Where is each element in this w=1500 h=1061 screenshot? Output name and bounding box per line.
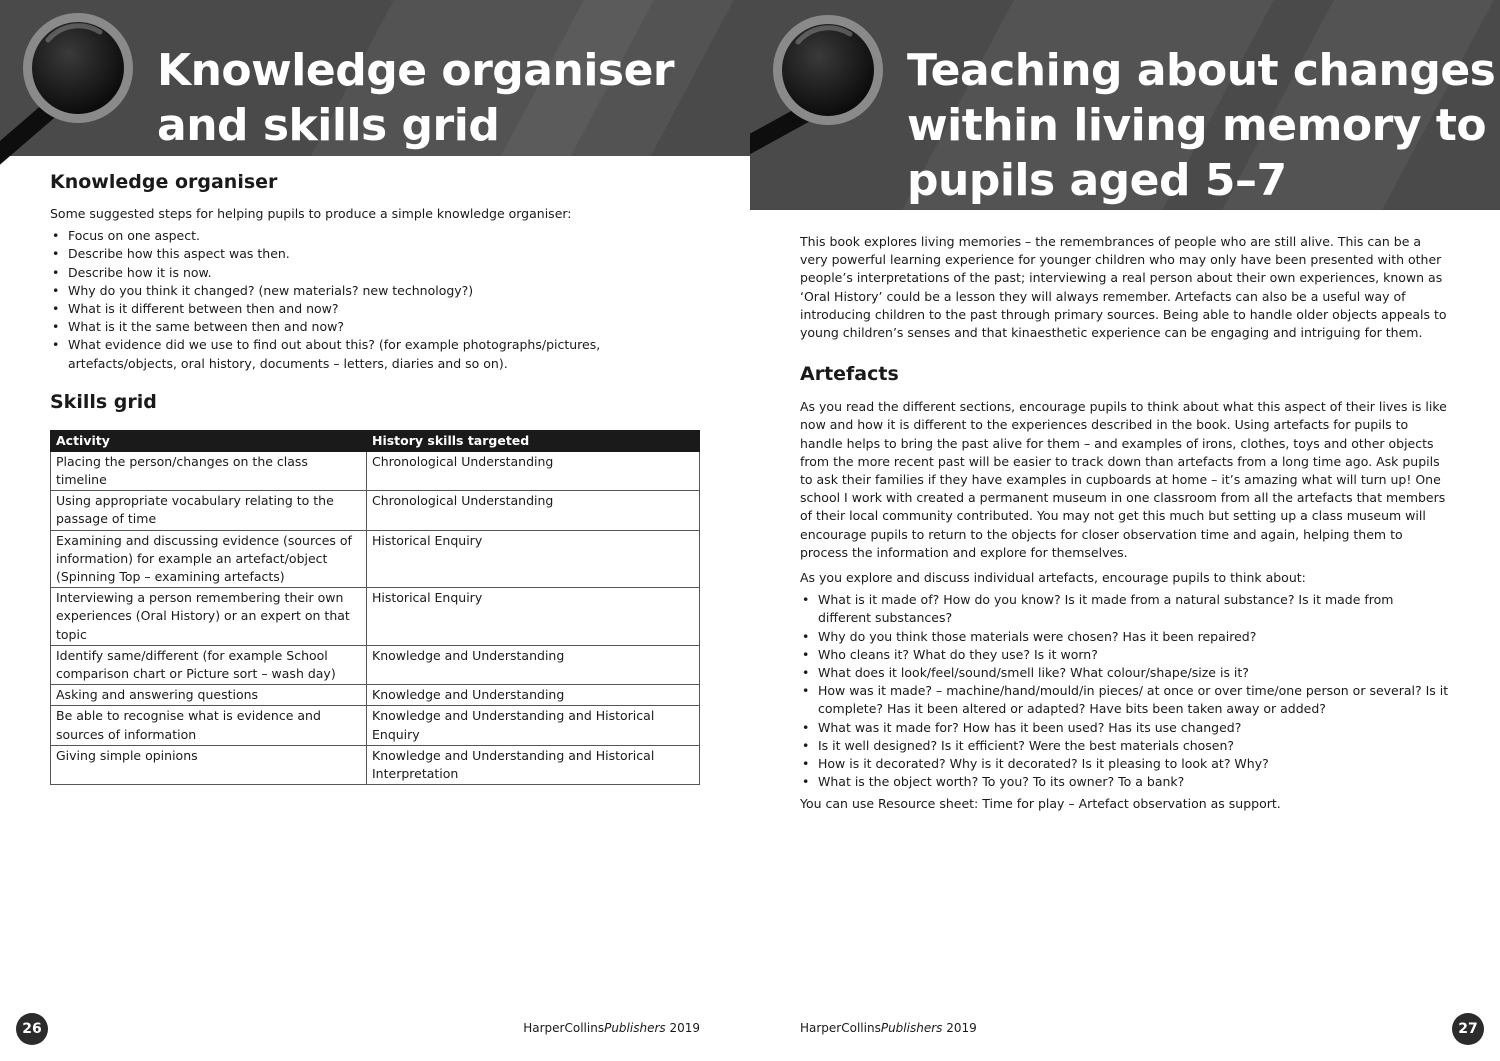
list-item: • What is it different between then and now? bbox=[50, 300, 700, 318]
publisher-imprint: Publishers bbox=[880, 1021, 943, 1035]
publication-year: 2019 bbox=[942, 1021, 977, 1035]
skill-cell: Knowledge and Understanding and Historical Enquiry bbox=[367, 706, 700, 745]
activity-cell: Giving simple opinions bbox=[51, 745, 367, 784]
table-row bbox=[51, 706, 700, 745]
activity-cell: Asking and answering questions bbox=[51, 685, 367, 706]
page-number-badge: 27 bbox=[1452, 1013, 1484, 1045]
table-row bbox=[51, 745, 700, 784]
footer-credit bbox=[523, 1020, 700, 1036]
publisher-name: HarperCollins bbox=[800, 1021, 881, 1035]
list-item: • What is the object worth? To you? To its owner? To a bank? bbox=[800, 773, 1450, 791]
table-row bbox=[51, 588, 700, 646]
activity-cell: Be able to recognise what is evidence and sources of information bbox=[51, 706, 367, 745]
footer-credit bbox=[800, 1020, 977, 1036]
activity-cell: Placing the person/changes on the class timeline bbox=[51, 451, 367, 490]
magnifying-glass-icon bbox=[750, 12, 890, 182]
list-item: • How was it made? – machine/hand/mould/in pieces/ at once or over time/one person or several? Is it complete? Has it been altered or adapted? Have bits been taken away or added? bbox=[800, 682, 1450, 718]
left-content bbox=[50, 168, 700, 785]
skill-cell: Chronological Understanding bbox=[367, 451, 700, 490]
skill-cell: Knowledge and Understanding bbox=[367, 645, 700, 684]
intro-paragraph: This book explores living memories – the remembrances of people who are still alive. This can be a very powerful learning experience for younger children who may only have been presented with other people’s interpretations of the past; interviewing a real person about their own experiences, known as ‘Oral History’ could be a lesson they will always remember. Artefacts can also be a useful way of introducing children to the past through primary sources. Being able to handle older objects appeals to young children’s senses and that kinaesthetic experience can be engaging and intriguing for them. bbox=[800, 234, 1447, 341]
publisher-imprint: Publishers bbox=[604, 1021, 666, 1035]
column-header-skills: History skills targeted bbox=[367, 430, 700, 451]
publisher-name: HarperCollins bbox=[523, 1021, 605, 1035]
skills-grid-heading: Skills grid bbox=[50, 390, 157, 413]
page-number-badge: 26 bbox=[16, 1013, 48, 1045]
list-item: • Why do you think it changed? (new materials? new technology?) bbox=[50, 282, 700, 300]
skill-cell: Historical Enquiry bbox=[367, 588, 700, 646]
skills-grid-table bbox=[50, 430, 700, 785]
table-row bbox=[51, 451, 700, 490]
table-row bbox=[51, 645, 700, 684]
artefacts-heading: Artefacts bbox=[800, 363, 899, 386]
knowledge-organiser-intro: Some suggested steps for helping pupils to produce a simple knowledge organiser: bbox=[50, 206, 572, 221]
column-header-activity: Activity bbox=[51, 430, 367, 451]
skill-cell: Knowledge and Understanding and Historical Interpretation bbox=[367, 745, 700, 784]
skill-cell: Chronological Understanding bbox=[367, 491, 700, 530]
page-title: Knowledge organiser and skills grid bbox=[157, 45, 675, 151]
list-item: • Is it well designed? Is it efficient? Were the best materials chosen? bbox=[800, 737, 1450, 755]
list-item: • Describe how this aspect was then. bbox=[50, 245, 700, 263]
list-item: • What was it made for? How has it been used? Has its use changed? bbox=[800, 719, 1450, 737]
list-item: • Why do you think those materials were chosen? Has it been repaired? bbox=[800, 628, 1450, 646]
closing-text: You can use Resource sheet: Time for play – Artefact observation as support. bbox=[800, 796, 1281, 812]
artefacts-prompt: As you explore and discuss individual artefacts, encourage pupils to think about: bbox=[800, 570, 1306, 586]
list-item: • What evidence did we use to find out about this? (for example photographs/pictures, artefacts/objects, oral history, documents – letters, diaries and so on). bbox=[50, 336, 700, 372]
right-content bbox=[800, 233, 1450, 814]
magnifying-glass-icon bbox=[0, 10, 150, 170]
table-header-row bbox=[51, 430, 700, 451]
activity-cell: Examining and discussing evidence (sources of information) for example an artefact/object (Spinning Top – examining artefacts) bbox=[51, 530, 367, 588]
list-item: • What does it look/feel/sound/smell like? What colour/shape/size is it? bbox=[800, 664, 1450, 682]
table-row bbox=[51, 685, 700, 706]
activity-cell: Interviewing a person remembering their own experiences (Oral History) or an expert on that topic bbox=[51, 588, 367, 646]
skill-cell: Knowledge and Understanding bbox=[367, 685, 700, 706]
activity-cell: Identify same/different (for example School comparison chart or Picture sort – wash day) bbox=[51, 645, 367, 684]
knowledge-organiser-heading: Knowledge organiser bbox=[50, 171, 278, 193]
artefacts-paragraph: As you read the different sections, encourage pupils to think about what this aspect of their lives is like now and how it is different to the experiences described in the book. Using artefacts for pupils to handle helps to bring the past alive for them – and examples of irons, clothes, toys and other objects from the more recent past will be easier to track down than artefacts from a long time ago. Ask pupils to ask their families if they have examples in cupboards at home – it’s amazing what will turn up! One school I work with created a permanent museum in one classroom from all the artefacts that members of their local community contributed. You may not get this much but setting up a class museum will encourage pupils to return to the objects for closer observation time and again, helping them to process the information and explore for themselves. bbox=[800, 399, 1447, 560]
knowledge-organiser-steps bbox=[50, 227, 700, 373]
list-item: • Describe how it is now. bbox=[50, 264, 700, 282]
list-item: • Who cleans it? What do they use? Is it worn? bbox=[800, 646, 1450, 664]
list-item: • What is it made of? How do you know? Is it made from a natural substance? Is it made from different substances? bbox=[800, 591, 1450, 627]
page-title: Teaching about changes within living memory to pupils aged 5–7 bbox=[907, 45, 1496, 206]
right-page bbox=[750, 0, 1500, 1061]
list-item: • How is it decorated? Why is it decorated? Is it pleasing to look at? Why? bbox=[800, 755, 1450, 773]
skill-cell: Historical Enquiry bbox=[367, 530, 700, 588]
table-row bbox=[51, 491, 700, 530]
publication-year: 2019 bbox=[665, 1021, 700, 1035]
table-row bbox=[51, 530, 700, 588]
activity-cell: Using appropriate vocabulary relating to the passage of time bbox=[51, 491, 367, 530]
list-item: • Focus on one aspect. bbox=[50, 227, 700, 245]
artefact-questions bbox=[800, 591, 1450, 791]
list-item: • What is it the same between then and now? bbox=[50, 318, 700, 336]
